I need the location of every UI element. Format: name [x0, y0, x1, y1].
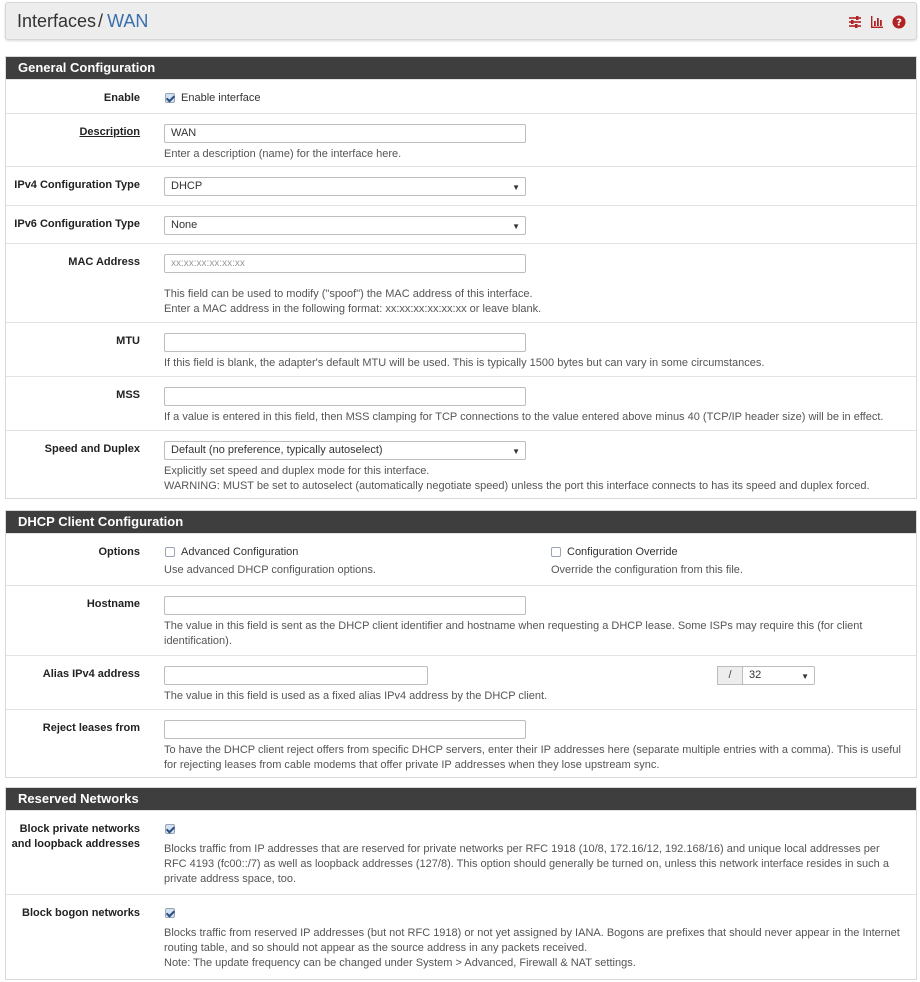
mac-address-help-1: This field can be used to modify ("spoof") the MAC address of this interface. [164, 288, 533, 300]
alias-ipv4-mask-value: 32 [749, 669, 762, 681]
block-private-label-2: and loopback addresses [11, 838, 140, 850]
speed-duplex-select[interactable] [164, 441, 526, 460]
help-icon[interactable] [892, 15, 906, 29]
ipv6-type-label: IPv6 Configuration Type [14, 218, 140, 230]
alias-ipv4-input[interactable] [164, 666, 428, 685]
ipv4-type-row [6, 166, 916, 205]
speed-duplex-value: Default (no preference, typically autoselect) [171, 444, 383, 456]
ipv6-type-value: None [171, 219, 198, 231]
enable-checkbox[interactable] [165, 93, 175, 103]
breadcrumb-section[interactable]: Interfaces [17, 11, 97, 31]
mtu-row [6, 322, 916, 376]
ipv6-type-row [6, 205, 916, 243]
general-configuration-panel [5, 56, 917, 499]
enable-row [6, 79, 916, 113]
hostname-help-1: The value in this field is sent as the DHCP client identifier and hostname when requesting a DHCP lease. Some ISPs may require this (for client [164, 620, 863, 632]
panel-heading: DHCP Client Configuration [6, 511, 916, 533]
block-private-help-3: private address space, too. [164, 873, 297, 885]
panel-heading: General Configuration [6, 57, 916, 79]
dhcp-client-panel [5, 510, 917, 778]
alias-ipv4-label: Alias IPv4 address [42, 668, 140, 680]
hostname-help-2: identification). [164, 635, 232, 647]
reject-leases-help-2: for rejecting leases from cable modems that offer private IP addresses when they lose upstream sync. [164, 759, 660, 771]
mac-address-label: MAC Address [68, 256, 140, 268]
block-bogon-checkbox[interactable] [165, 908, 175, 918]
hostname-row [6, 585, 916, 655]
mac-address-row [6, 243, 916, 322]
header-icons [848, 15, 906, 29]
mtu-label: MTU [116, 335, 140, 347]
hostname-label: Hostname [86, 598, 140, 610]
mss-label: MSS [116, 389, 140, 401]
reject-leases-label: Reject leases from [42, 722, 140, 734]
block-bogon-help-3: Note: The update frequency can be changed under System > Advanced, Firewall & NAT settings. [164, 957, 636, 969]
mss-help: If a value is entered in this field, then MSS clamping for TCP connections to the value entered above minus 40 (TCP/IP header size) will be in effect. [164, 411, 884, 423]
speed-duplex-help-1: Explicitly set speed and duplex mode for this interface. [164, 465, 430, 477]
ipv6-type-select[interactable] [164, 216, 526, 235]
mtu-help: If this field is blank, the adapter's default MTU will be used. This is typically 1500 bytes but can vary in some circumstances. [164, 357, 765, 369]
mss-row [6, 376, 916, 430]
chart-bar-icon[interactable] [870, 15, 884, 29]
options-label: Options [98, 546, 140, 558]
breadcrumb-bar [5, 2, 917, 40]
config-override-checkbox[interactable] [551, 547, 561, 557]
advanced-config-label: Advanced Configuration [181, 546, 299, 558]
breadcrumb [17, 11, 148, 32]
mac-address-input[interactable]: xx:xx:xx:xx:xx:xx [164, 254, 526, 273]
block-private-checkbox[interactable] [165, 824, 175, 834]
reject-leases-input[interactable] [164, 720, 526, 739]
reserved-networks-panel [5, 787, 917, 980]
ipv4-type-select[interactable] [164, 177, 526, 196]
block-private-help-1: Blocks traffic from IP addresses that are reserved for private networks per RFC 1918 (10/8, 172.16/12, 192.168/16) and unique local addresses per [164, 843, 880, 855]
config-override-label: Configuration Override [567, 546, 678, 558]
enable-checkbox-label: Enable interface [181, 92, 261, 104]
block-private-row [6, 810, 916, 894]
panel-heading: Reserved Networks [6, 788, 916, 810]
mac-address-help-2: Enter a MAC address in the following format: xx:xx:xx:xx:xx:xx or leave blank. [164, 303, 542, 315]
advanced-config-help: Use advanced DHCP configuration options. [164, 564, 376, 576]
svg-text:?: ? [896, 17, 902, 29]
block-private-help-2: RFC 4193 (fc00::/7) as well as loopback addresses (127/8). This option should generally be turned on, unless this network interface resides in such a [164, 858, 889, 870]
options-row [6, 533, 916, 585]
speed-duplex-help-2: WARNING: MUST be set to autoselect (automatically negotiate speed) unless the port this interface connects to has its speed and duplex forced. [164, 480, 870, 492]
description-label: Description [79, 126, 140, 138]
block-bogon-help-1: Blocks traffic from reserved IP addresses (but not RFC 1918) or not yet assigned by IANA. Bogons are prefixes that should never appear in the Internet [164, 927, 900, 939]
speed-duplex-row [6, 430, 916, 500]
ipv4-type-value: DHCP [171, 180, 203, 192]
mss-input[interactable] [164, 387, 526, 406]
block-bogon-row [6, 894, 916, 978]
block-private-label-1: Block private networks [19, 823, 140, 835]
block-bogon-label: Block bogon networks [22, 907, 140, 919]
description-help: Enter a description (name) for the interface here. [164, 148, 402, 160]
description-input[interactable]: WAN [164, 124, 526, 143]
speed-duplex-label: Speed and Duplex [44, 443, 140, 455]
config-override-help: Override the configuration from this file. [551, 564, 743, 576]
alias-ipv4-mask-select[interactable] [742, 666, 815, 685]
sliders-icon[interactable] [848, 15, 862, 29]
reject-leases-help-1: To have the DHCP client reject offers from specific DHCP servers, enter their IP addresses here (separate multiple entries with a comma). This is useful [164, 744, 901, 756]
description-row [6, 113, 916, 166]
mtu-input[interactable] [164, 333, 526, 352]
alias-ipv4-slash: / [717, 666, 743, 685]
hostname-input[interactable] [164, 596, 526, 615]
alias-ipv4-help: The value in this field is used as a fixed alias IPv4 address by the DHCP client. [164, 690, 548, 702]
breadcrumb-current[interactable]: WAN [107, 11, 149, 31]
breadcrumb-separator: / [98, 11, 104, 31]
enable-label: Enable [103, 92, 140, 104]
ipv4-type-label: IPv4 Configuration Type [14, 179, 140, 191]
block-bogon-help-2: routing table, and so should not appear as the source address in any packets received. [164, 942, 588, 954]
advanced-config-checkbox[interactable] [165, 547, 175, 557]
alias-ipv4-row [6, 655, 916, 709]
reject-leases-row [6, 709, 916, 779]
